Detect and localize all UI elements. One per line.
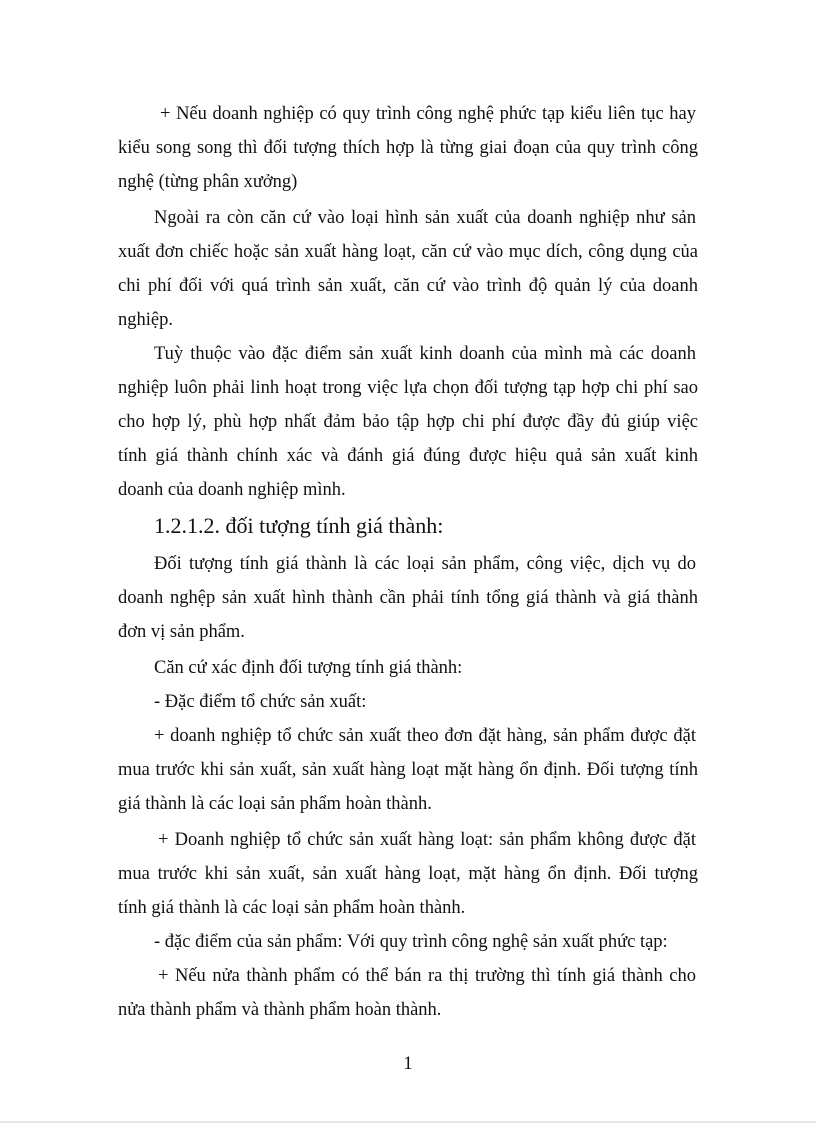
paragraph-line: mua trước khi sản xuất, sản xuất hàng loạt, mặt hàng ổn định. Đối tượng	[118, 864, 698, 884]
paragraph-line: Tuỳ thuộc vào đặc điểm sản xuất kinh doanh của mình mà các doanh	[154, 344, 696, 364]
paragraph-line: tính giá thành là các loại sản phẩm hoàn thành.	[118, 898, 466, 918]
paragraph-line: nghiệp luôn phải linh hoạt trong việc lựa chọn đối tượng tạp hợp chi phí sao	[118, 378, 698, 398]
paragraph-line: cho hợp lý, phù hợp nhất đảm bảo tập hợp chi phí được đầy đủ giúp việc	[118, 412, 698, 432]
paragraph-line: doanh của doanh nghiệp mình.	[118, 480, 346, 500]
paragraph-line: + Nếu doanh nghiệp có quy trình công nghệ phức tạp kiểu liên tục hay	[160, 104, 696, 124]
page-number: 1	[403, 1054, 413, 1074]
paragraph-line: + Doanh nghiệp tổ chức sản xuất hàng loạt: sản phẩm không được đặt	[158, 830, 696, 850]
paragraph-line: tính giá thành chính xác và đánh giá đúng được hiệu quả sản xuất kinh	[118, 446, 698, 466]
paragraph-line: mua trước khi sản xuất, sản xuất hàng loạt mặt hàng ổn định. Đối tượng tính	[118, 760, 698, 780]
paragraph-line: Căn cứ xác định đối tượng tính giá thành:	[154, 658, 463, 678]
paragraph-line: Ngoài ra còn căn cứ vào loại hình sản xuất của doanh nghiệp như sản	[154, 208, 696, 228]
list-item: - Đặc điểm tổ chức sản xuất:	[154, 692, 367, 712]
paragraph-line: + doanh nghiệp tổ chức sản xuất theo đơn đặt hàng, sản phẩm được đặt	[154, 726, 696, 746]
section-heading: 1.2.1.2. đối tượng tính giá thành:	[154, 513, 444, 538]
paragraph-line: Đối tượng tính giá thành là các loại sản phẩm, công việc, dịch vụ do	[154, 554, 696, 574]
paragraph-line: nghệ (từng phân xưởng)	[118, 172, 298, 192]
paragraph-line: nghiệp.	[118, 310, 173, 330]
paragraph-line: xuất đơn chiếc hoặc sản xuất hàng loạt, căn cứ vào mục dích, công dụng của	[118, 242, 698, 262]
paragraph-line: giá thành là các loại sản phẩm hoàn thành.	[118, 794, 432, 814]
paragraph-line: chi phí đối với quá trình sản xuất, căn cứ vào trình độ quản lý của doanh	[118, 276, 698, 296]
paragraph-line: nửa thành phẩm và thành phẩm hoàn thành.	[118, 1000, 442, 1020]
paragraph-line: + Nếu nửa thành phẩm có thể bán ra thị trường thì tính giá thành cho	[158, 966, 696, 986]
paragraph-line: doanh nghệp sản xuất hình thành cần phải tính tổng giá thành và giá thành	[118, 588, 698, 608]
list-item: - đặc điểm của sản phẩm: Với quy trình công nghệ sản xuất phức tạp:	[154, 932, 668, 952]
paragraph-line: kiểu song song thì đối tượng thích hợp là từng giai đoạn của quy trình công	[118, 138, 698, 158]
paragraph-line: đơn vị sản phẩm.	[118, 622, 245, 642]
